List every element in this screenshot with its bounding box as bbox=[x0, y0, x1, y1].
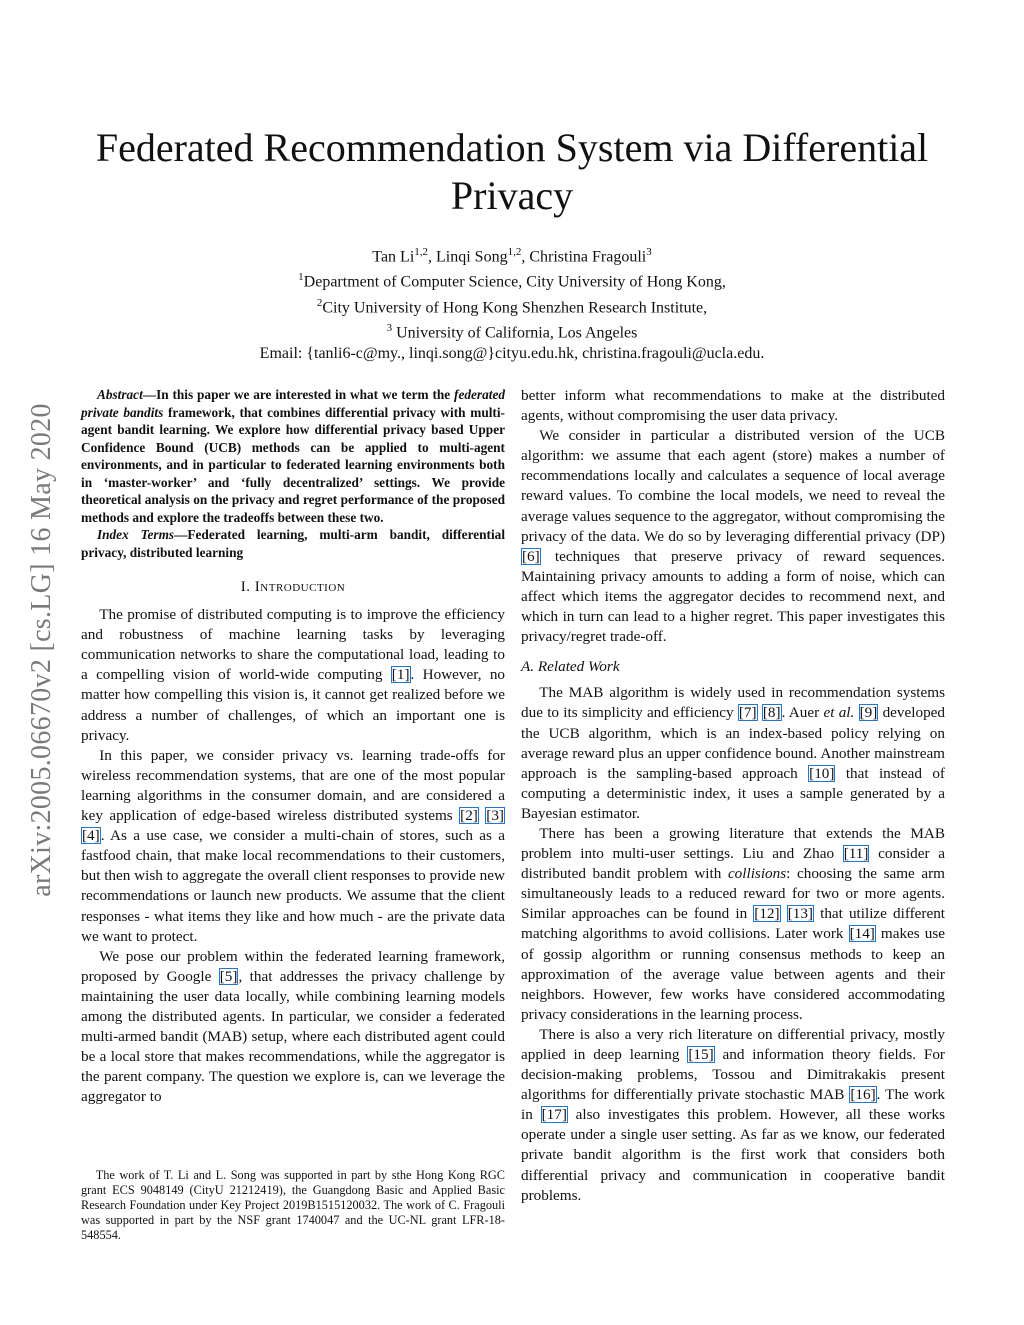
footnote: The work of T. Li and L. Song was supported in part by sthe Hong Kong RGC grant ECS 9048149 (CityU 21212419), the Guangdong Basic and Applied Basic Research Foundation under Key Project 2019B1515120032. The work of C. Fragouli was supported in part by the NSF grant 1740047 and the UC-NL grant LFR-18-548554. bbox=[81, 1168, 505, 1242]
citation-link[interactable]: [5] bbox=[219, 967, 238, 985]
author-names: Tan Li$^{1,2}$, Linqi Song$^{1,2}$, Christina Fragouli$^3$ bbox=[372, 246, 652, 266]
affiliation-1 bbox=[60, 267, 964, 292]
text: We consider in particular a distributed version of the UCB algorithm: we assume that each agent (store) makes a number of recommendations locally and calculates a sequence of local average reward values. To combine the local models, we need to reveal the average values sequence to the aggregator, without compromising the privacy of the data. We do so by leveraging differential privacy (DP) bbox=[521, 427, 945, 545]
citation-link[interactable]: [17] bbox=[541, 1106, 567, 1124]
text: . As a use case, we consider a multi-chain of stores, such as a fastfood chain, that make local recommendations to their customers, but then wish to aggregate the overall client responses to provide new recommendations or launch new products. We assume that the client responses - what items they like and how much - are the private data we want to protect. bbox=[81, 827, 505, 945]
text: developed the UCB algorithm, which is an index-based policy relying on average reward plus an upper confidence bound. Another mainstream approach is the sampling-based approach bbox=[521, 704, 945, 782]
text: : choosing the same arm simultaneously leads to a reduced reward for two or more agents. Similar approaches can be found in bbox=[521, 865, 945, 923]
text: , that addresses the privacy challenge by maintaining the user data locally, while combining learning models among the distributed agents. In particular, we consider a federated multi-armed bandit (MAB) setup, where each distributed agent could be a local store that makes recommendations, while the aggregator is the parent company. The question we explore is, can we leverage the aggregator to bbox=[81, 967, 505, 1106]
author-name: Tan Li bbox=[372, 248, 415, 266]
citation-link[interactable]: [2] bbox=[460, 807, 478, 825]
citation-link[interactable]: [1] bbox=[391, 666, 410, 684]
emphasis: collisions bbox=[727, 865, 787, 883]
author-email: Email: {tanli6-c@my., linqi.song@}cityu.edu.hk, christina.fragouli@ucla.edu. bbox=[259, 345, 765, 363]
citation-link[interactable]: [4] bbox=[82, 827, 100, 845]
citation-link[interactable]: [9] bbox=[859, 704, 878, 722]
citation-link[interactable]: [14] bbox=[849, 925, 875, 943]
emphasis: et al. bbox=[823, 704, 855, 722]
text: that instead of computing a deterministic index, it uses a sample generated by a Bayesian estimator. bbox=[521, 764, 945, 822]
citation-link[interactable]: [11] bbox=[843, 845, 869, 863]
text: The MAB algorithm is widely used in recommendation systems due to its simplicity and efficiency bbox=[521, 684, 945, 722]
paragraph: better inform what recommendations to make at the distributed agents, without compromising the user data privacy. bbox=[521, 387, 945, 425]
paragraph bbox=[81, 605, 505, 746]
section-number: I. bbox=[240, 579, 255, 595]
citation-link[interactable]: [3] bbox=[486, 807, 504, 825]
author-sup: 1,2 bbox=[507, 246, 522, 258]
author-block bbox=[60, 242, 964, 364]
text: . The work in bbox=[521, 1086, 945, 1124]
citation-link[interactable]: [12] bbox=[754, 905, 780, 923]
affiliation-2 bbox=[60, 293, 964, 318]
paragraph bbox=[81, 746, 505, 947]
text: techniques that preserve privacy of reward sequences. Maintaining privacy amounts to adding a form of noise, which can affect which items the aggregator decides to recommend next, and which in turn can lead to a higher regret. This paper investigates this privacy/regret trade-off. bbox=[521, 547, 945, 646]
text: We pose our problem within the federated learning framework, proposed by Google bbox=[81, 947, 505, 985]
aff-text: City University of Hong Kong Shenzhen Research Institute, bbox=[322, 298, 708, 316]
citation-link[interactable]: [8] bbox=[762, 704, 781, 722]
author-sup: 3 bbox=[646, 246, 652, 258]
text: In this paper, we consider privacy vs. learning trade-offs for wireless recommendation systems, that are one of the most popular learning algorithms in the consumer domain, and are considered a key application of edge-based wireless distributed systems bbox=[81, 746, 505, 825]
index-terms-text: —Federated learning, multi-arm bandit, differential privacy, distributed learning bbox=[81, 527, 506, 560]
text: consider a distributed bandit problem with bbox=[521, 845, 945, 883]
aff-sup: 3 bbox=[386, 321, 393, 334]
abstract-emphasis: federated private bandits bbox=[81, 387, 505, 420]
text: . However, no matter how compelling this vision is, it cannot get realized before we address a number of challenges, of which an important one is privacy. bbox=[81, 666, 506, 744]
paragraph bbox=[521, 426, 945, 647]
left-column bbox=[81, 386, 505, 1107]
author-name: Linqi Song bbox=[436, 248, 508, 266]
index-terms bbox=[81, 526, 505, 561]
index-terms-label: Index Terms bbox=[96, 527, 175, 542]
section-title: Introduction bbox=[254, 579, 346, 595]
right-column bbox=[521, 386, 945, 1206]
citation-link[interactable]: [16] bbox=[850, 1086, 876, 1104]
citation-link[interactable]: [6] bbox=[522, 547, 540, 565]
paper-title: Federated Recommendation System via Differential Privacy bbox=[95, 125, 929, 218]
text: that utilize different matching algorithms to avoid collisions. Later work bbox=[521, 905, 946, 943]
text: The promise of distributed computing is to improve the efficiency and robustness of machine learning tasks by leveraging communication networks to share the computational load, leading to a compelling vision of world-wide computing bbox=[81, 606, 505, 684]
paragraph bbox=[521, 683, 945, 824]
text: and information theory fields. For decision-making problems, Tossou and Dimitrakakis present algorithms for differentially private stochastic MAB bbox=[521, 1046, 945, 1104]
citation-link[interactable]: [13] bbox=[787, 905, 813, 923]
text: also investigates this problem. However, all these works operate under a single user setting. As far as we know, our federated private bandit algorithm is the first work that considers both differential privacy and communication in cooperative bandit problems. bbox=[521, 1106, 945, 1204]
author-sup: 1,2 bbox=[414, 246, 429, 258]
aff-text: Department of Computer Science, City University of Hong Kong, bbox=[303, 273, 726, 291]
aff-sup: 2 bbox=[316, 296, 323, 309]
paragraph bbox=[81, 947, 505, 1108]
paragraph bbox=[521, 1025, 945, 1206]
author-name: Christina Fragouli bbox=[529, 248, 647, 266]
text: There is also a very rich literature on differential privacy, mostly applied in deep learning bbox=[521, 1025, 945, 1063]
arxiv-id: arXiv:2005.06670v2 [cs.LG] 16 May 2020 bbox=[26, 403, 57, 897]
abstract-text: —In this paper we are interested in what we term the bbox=[142, 387, 455, 402]
abstract bbox=[81, 386, 505, 526]
arxiv-stamp bbox=[0, 0, 60, 1325]
abstract-text: framework, that combines differential privacy with multi-agent bandit learning. We explore how differential privacy based Upper Confidence Bound (UCB) methods can be applied to multi-agent environments, and in particular to federated learning environments both in ‘master-worker’ and ‘fully decentralized’ settings. We provide theoretical analysis on the privacy and regret performance of the proposed methods and explore the tradeoffs between these two. bbox=[81, 404, 505, 525]
abstract-label: Abstract bbox=[96, 387, 143, 402]
section-heading bbox=[81, 577, 505, 597]
text: makes use of gossip algorithm or running consensus methods to keep an approximation of the average value between agents and their neighbors. However, few works have considered accommodating privacy considerations in the learning process. bbox=[521, 925, 945, 1023]
aff-sup: 1 bbox=[298, 271, 304, 284]
aff-text: University of California, Los Angeles bbox=[392, 324, 638, 342]
text: There has been a growing literature that extends the MAB problem into multi-user settings. Liu and Zhao bbox=[521, 824, 945, 863]
paragraph bbox=[521, 824, 945, 1025]
text: . Auer bbox=[781, 704, 824, 722]
citation-link[interactable]: [7] bbox=[738, 704, 757, 722]
subsection-heading: A. Related Work bbox=[521, 658, 620, 676]
citation-link[interactable]: [10] bbox=[809, 764, 835, 782]
citation-link[interactable]: [15] bbox=[688, 1046, 714, 1063]
affiliation-3 bbox=[60, 318, 964, 343]
